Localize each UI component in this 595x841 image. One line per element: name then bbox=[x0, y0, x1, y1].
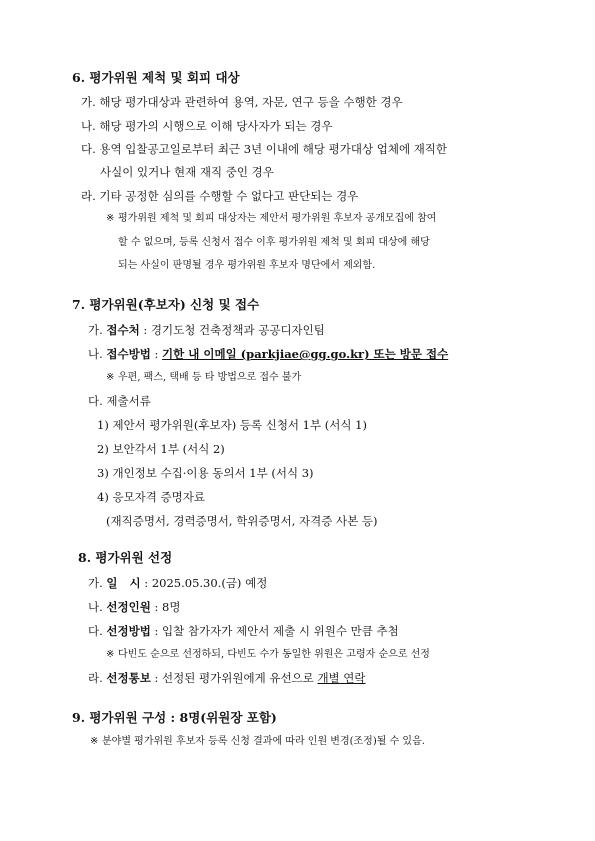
section-7-item-b: 나. 접수방법 : 기한 내 이메일 (parkjiae@gg.go.kr) 또는 방문 접수 bbox=[88, 347, 449, 361]
section-8-item-a: 가. 일 시 : 2025.05.30.(금) 예정 bbox=[88, 576, 268, 590]
section-9-heading: 9. 평가위원 구성 : 8명(위원장 포함) bbox=[72, 710, 277, 725]
section-6-note-line-3: 되는 사실이 판명될 경우 평가위원 후보자 명단에서 제외함. bbox=[118, 260, 376, 271]
section-6-item-b: 나. 해당 평가의 시행으로 이해 당사자가 되는 경우 bbox=[81, 119, 333, 133]
document-item-4-sub: (재직증명서, 경력증명서, 학위증명서, 자격증 사본 등) bbox=[106, 514, 378, 528]
individual-contact: 개별 연락 bbox=[317, 671, 366, 685]
section-7-item-c: 다. 제출서류 bbox=[88, 394, 151, 408]
section-8-heading: 8. 평가위원 선정 bbox=[78, 550, 173, 565]
document-item-3: 3) 개인정보 수집·이용 동의서 1부 (서식 3) bbox=[97, 466, 314, 480]
document-item-4: 4) 응모자격 증명자료 bbox=[97, 490, 205, 504]
section-6-item-c: 다. 용역 입찰공고일로부터 최근 3년 이내에 해당 평가대상 업체에 재직한 bbox=[81, 142, 448, 156]
document-item-2: 2) 보안각서 1부 (서식 2) bbox=[97, 442, 225, 456]
notification-label: 선정통보 bbox=[106, 671, 151, 685]
section-8-item-b: 나. 선정인원 : 8명 bbox=[88, 600, 181, 614]
note-mark: ※ bbox=[106, 649, 115, 660]
submission-place-label: 접수처 bbox=[106, 323, 140, 337]
note-mark: ※ bbox=[106, 213, 115, 224]
section-6-note-line-1: ※ 평가위원 제척 및 회피 대상자는 제안서 평가위원 후보자 공개모집에 참여 bbox=[106, 211, 436, 227]
section-7-heading: 7. 평가위원(후보자) 신청 및 접수 bbox=[72, 297, 260, 312]
section-8-method-note: ※ 다빈도 순으로 선정하되, 다빈도 수가 동일한 위원은 고령자 순으로 선정 bbox=[106, 647, 430, 663]
note-mark: ※ bbox=[90, 736, 99, 747]
submission-method-value: 기한 내 이메일 (parkjiae@gg.go.kr) 또는 방문 접수 bbox=[162, 347, 449, 361]
note-mark: ※ bbox=[106, 372, 115, 383]
section-7-item-a: 가. 접수처 : 경기도청 건축정책과 공공디자인팀 bbox=[88, 323, 325, 337]
selection-count-label: 선정인원 bbox=[106, 600, 151, 614]
section-7-method-note: ※ 우편, 팩스, 택배 등 타 방법으로 접수 불가 bbox=[106, 370, 301, 386]
submission-method-label: 접수방법 bbox=[106, 347, 151, 361]
section-8-item-d: 라. 선정통보 : 선정된 평가위원에게 유선으로 개별 연락 bbox=[88, 671, 366, 685]
selection-method-label: 선정방법 bbox=[106, 624, 151, 638]
document-item-1: 1) 제안서 평가위원(후보자) 등록 신청서 1부 (서식 1) bbox=[97, 418, 367, 432]
section-6-item-d: 라. 기타 공정한 심의를 수행할 수 없다고 판단되는 경우 bbox=[81, 189, 359, 203]
section-9-note: ※ 분야별 평가위원 후보자 등록 신청 결과에 따라 인원 변경(조정)될 수 있음. bbox=[90, 734, 425, 750]
section-6-item-a: 가. 해당 평가대상과 관련하여 용역, 자문, 연구 등을 수행한 경우 bbox=[81, 95, 403, 109]
section-6-item-c-cont: 사실이 있거나 현재 재직 중인 경우 bbox=[100, 165, 274, 179]
date-label: 일 시 bbox=[106, 576, 141, 590]
section-6-heading: 6. 평가위원 제척 및 회피 대상 bbox=[72, 70, 240, 85]
section-6-note-line-2: 할 수 없으며, 등록 신청서 접수 이후 평가위원 제척 및 회피 대상에 해당 bbox=[118, 237, 430, 248]
section-8-item-c: 다. 선정방법 : 입찰 참가자가 제안서 제출 시 위원수 만큼 추첨 bbox=[88, 624, 399, 638]
